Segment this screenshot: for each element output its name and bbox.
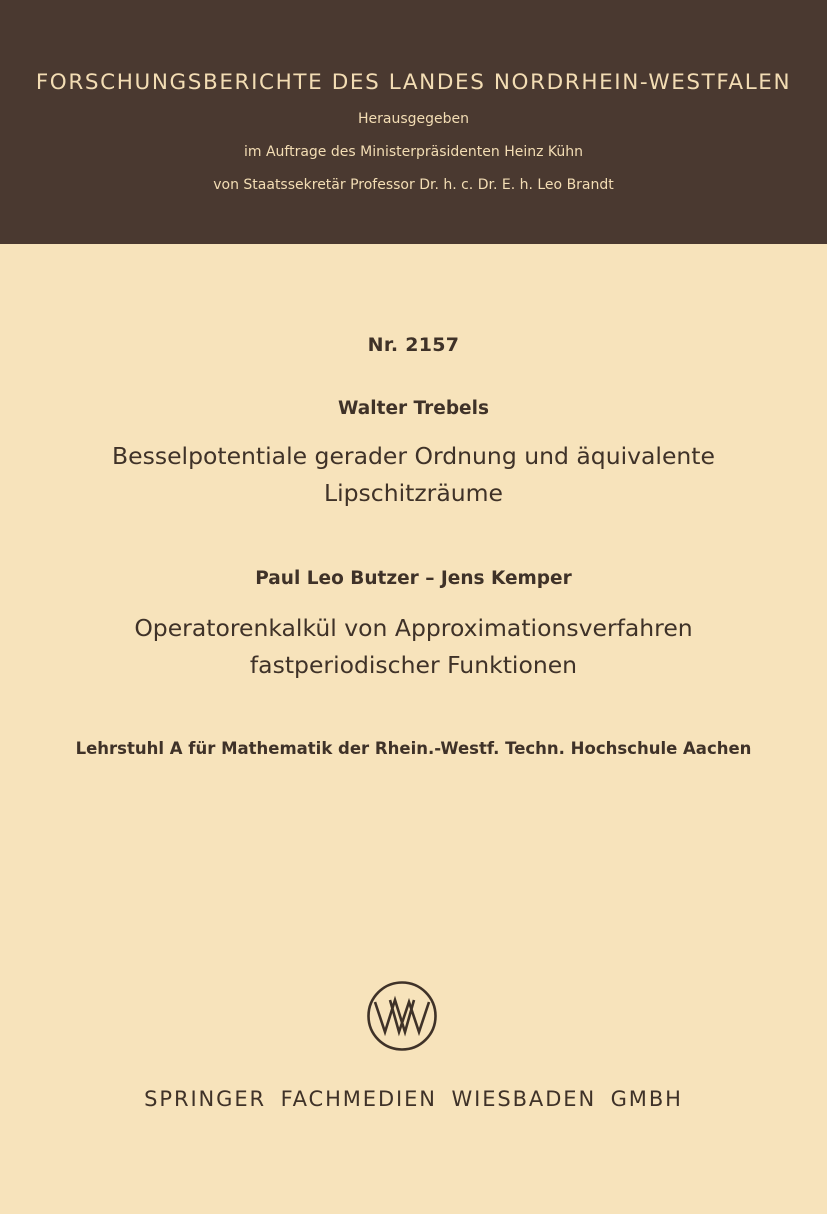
- westdeutscher-verlag-ww-logo-icon: [366, 980, 438, 1052]
- editor-line-2: im Auftrage des Ministerpräsidenten Heinz Kühn: [243, 144, 584, 160]
- title-1: [60, 438, 767, 512]
- author-2: Paul Leo Butzer – Jens Kemper: [255, 568, 572, 589]
- title-1-line-1: Besselpotentiale gerader Ordnung und äquivalente: [112, 442, 715, 470]
- institute: Lehrstuhl A für Mathematik der Rhein.-Westf. Techn. Hochschule Aachen: [75, 739, 752, 758]
- volume-number: Nr. 2157: [367, 334, 460, 356]
- editor-line-1: Herausgegeben: [357, 111, 469, 127]
- series-title: FORSCHUNGSBERICHTE DES LANDES NORDRHEIN-WESTFALEN: [35, 70, 792, 95]
- editor-line-3: von Staatssekretär Professor Dr. h. c. Dr. E. h. Leo Brandt: [213, 177, 614, 193]
- author-1: Walter Trebels: [338, 398, 489, 419]
- title-2: [60, 610, 767, 684]
- title-1-line-2: Lipschitzräume: [324, 479, 503, 507]
- title-2-line-2: fastperiodischer Funktionen: [249, 651, 578, 679]
- header-band: [0, 0, 827, 244]
- publisher-name: SPRINGER FACHMEDIEN WIESBADEN GMBH: [144, 1087, 683, 1111]
- title-2-line-1: Operatorenkalkül von Approximationsverfahren: [134, 614, 693, 642]
